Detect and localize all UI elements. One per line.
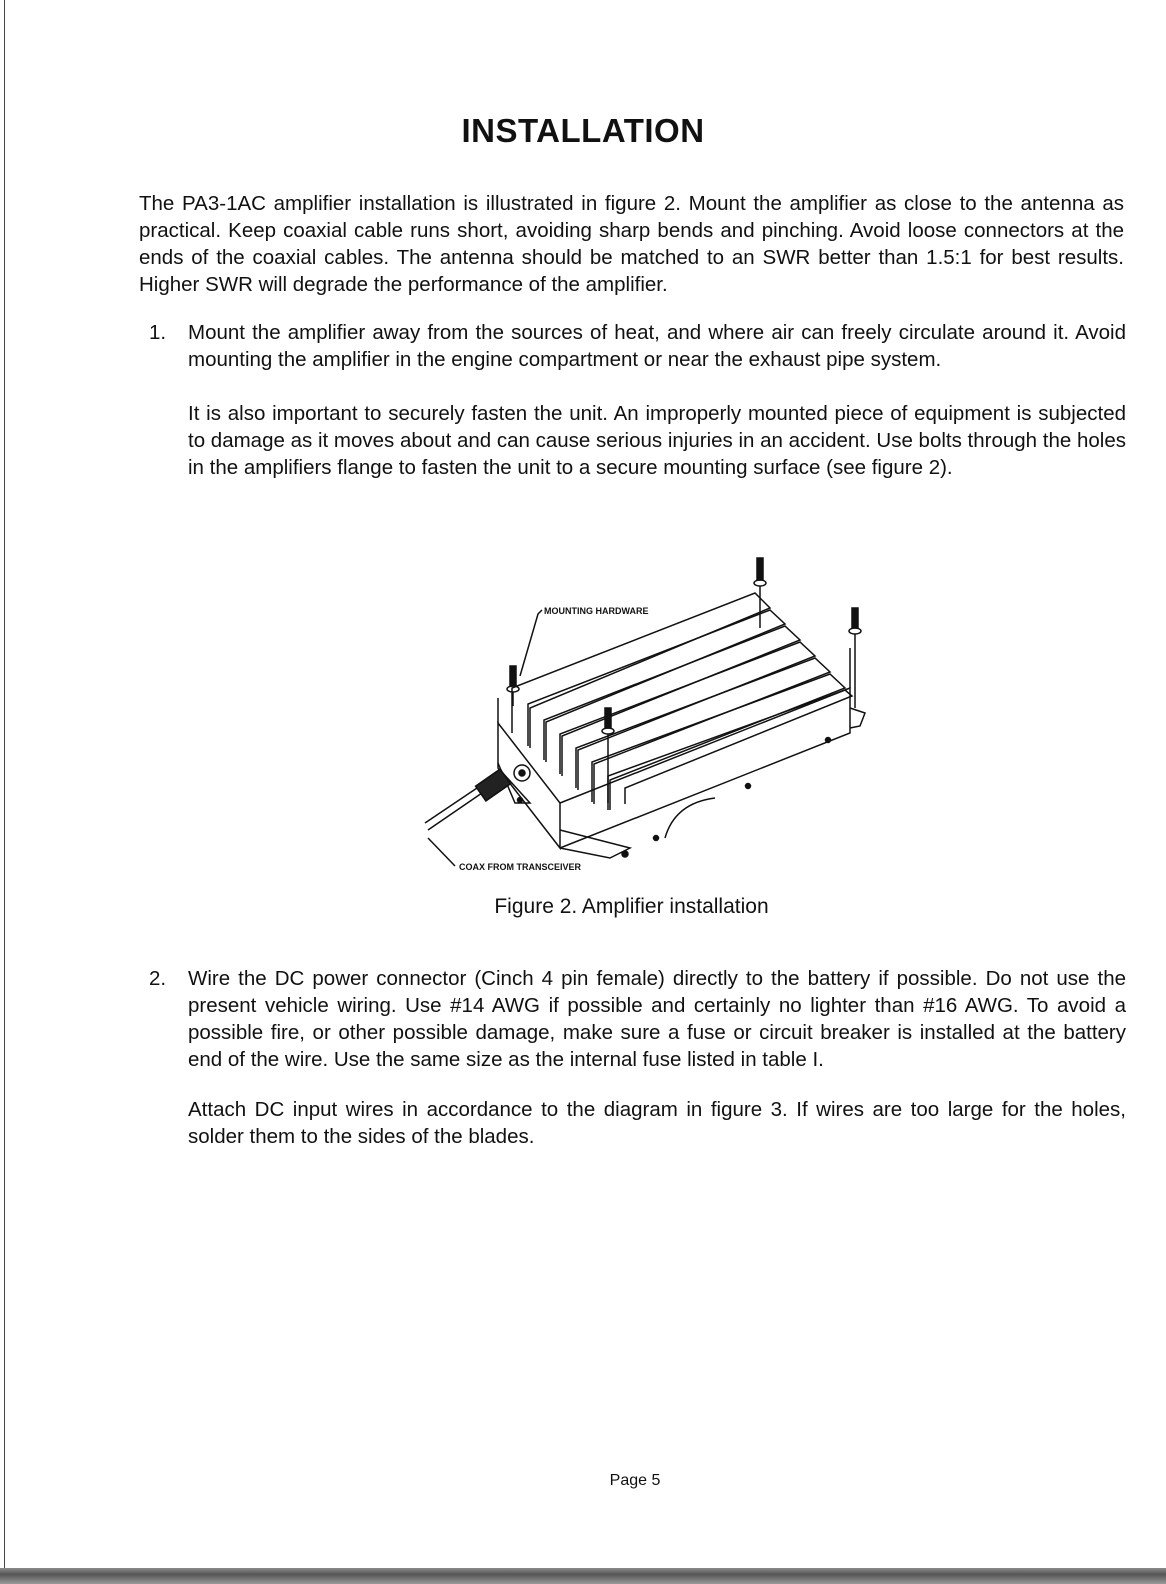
bolt [849,608,861,708]
step-2-number: 2. [149,967,167,990]
intro-paragraph: The PA3-1AC amplifier installation is illustrated in figure 2. Mount the amplifier as close to the antenna as practical. Keep coaxial cable runs short, avoiding sharp bends and pinching. Avoid loose connectors at the ends of the coaxial cables. The antenna should be matched to an SWR better than 1.5:1 for best results. Higher SWR will degrade the performance of the amplifier. [139,192,1124,296]
step-2-paragraph-1: Wire the DC power connector (Cinch 4 pin female) directly to the battery if possible. Do not use the present vehicle wiring. Use #14 AWG if possible and certainly no lighter than #16 AWG. To avoid a possible fire, or other possible damage, make sure a fuse or circuit breaker is installed at the battery end of the wire. Use the same size as the internal fuse listed in table I. [188,967,1126,1071]
scan-edge [4,0,5,1584]
bolt [602,708,614,803]
step-2-paragraph-2: Attach DC input wires in accordance to the diagram in figure 3. If wires are too large for the holes, solder them to the sides of the blades. [188,1098,1126,1148]
heatsink-fin [608,690,852,810]
leader-line [520,610,542,676]
step-1-paragraph-2: It is also important to securely fasten the unit. An improperly mounted piece of equipment is subjected to damage as it moves about and can cause serious injuries in an accident. Use bolts through the holes in the amplifiers flange to fasten the unit to a secure mounting surface (see figure 2). [188,402,1126,479]
amplifier-front [560,688,850,848]
leader-line [428,838,455,866]
page-number: Page 5 [609,1472,661,1489]
coax-cable [428,793,482,830]
figure-caption: Figure 2. Amplifier installation [494,895,769,918]
flange [850,708,865,728]
mounting-hardware-label: MOUNTING HARDWARE [544,606,649,616]
scan-edge [0,1568,1166,1584]
page-title: INSTALLATION [461,112,705,149]
amplifier-installation-figure [420,548,880,883]
coax-plug [476,769,511,801]
step-1-paragraph-1: Mount the amplifier away from the sources of heat, and where air can freely circulate around it. Avoid mounting the amplifier in the engine compartment or near the exhaust pipe system. [188,321,1126,371]
coax-label: COAX FROM TRANSCEIVER [459,862,582,872]
step-1-number: 1. [149,321,167,344]
